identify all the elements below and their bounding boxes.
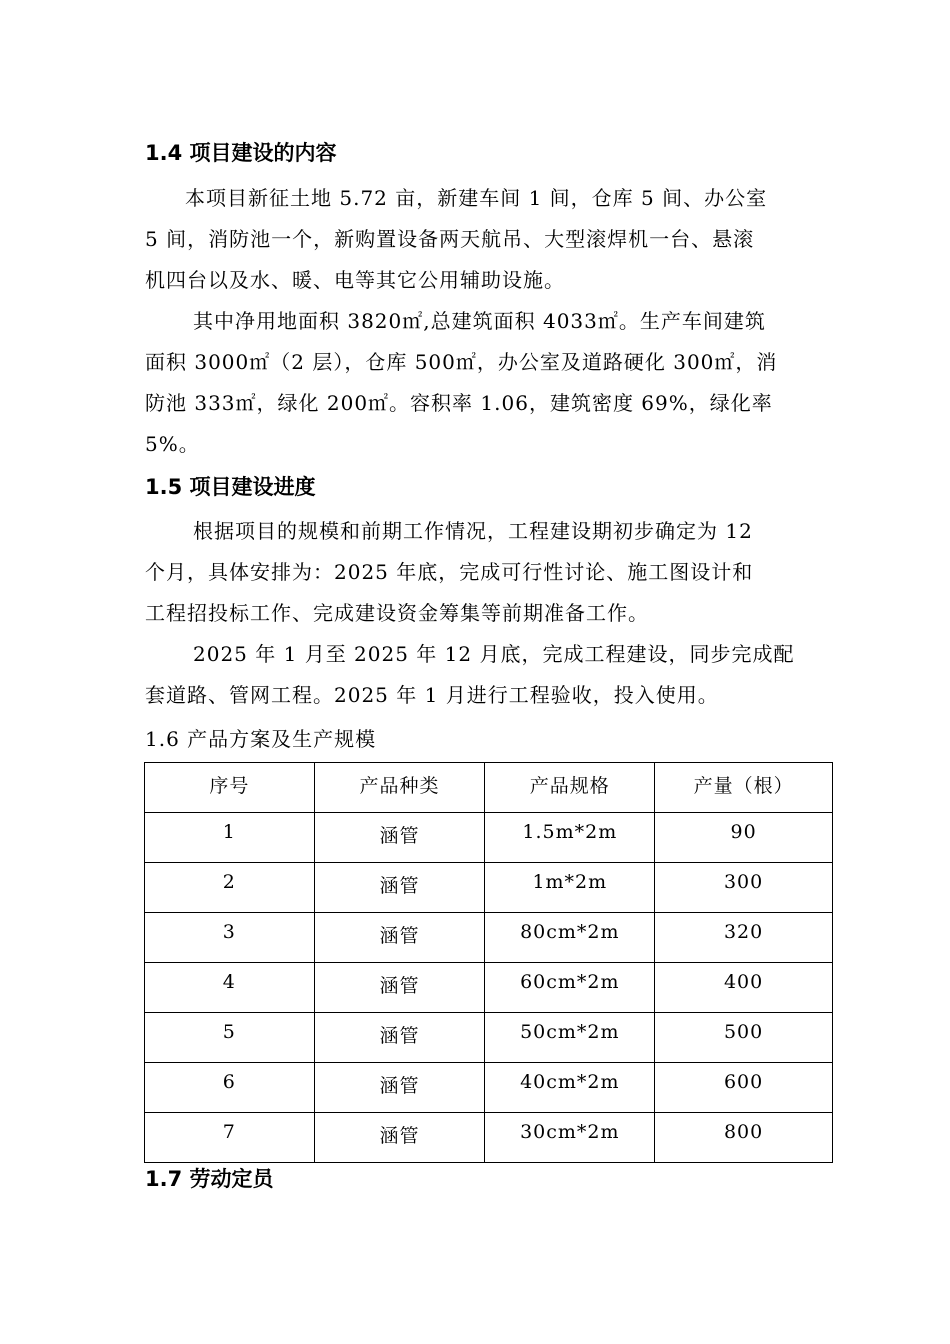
table-cell: 5 — [145, 1013, 315, 1063]
paragraph-line: 2025 年 1 月至 2025 年 12 月底，完成工程建设，同步完成配 — [193, 642, 795, 666]
paragraph-line: 其中净用地面积 3820㎡,总建筑面积 4033㎡。生产车间建筑 — [193, 309, 766, 333]
table-cell: 涵管 — [314, 813, 485, 863]
table-cell: 1 — [145, 813, 315, 863]
table-cell: 涵管 — [314, 1113, 485, 1163]
paragraph-line: 个月，具体安排为：2025 年底，完成可行性讨论、施工图设计和 — [145, 560, 754, 584]
table-row — [145, 1013, 833, 1063]
table-cell: 1m*2m — [485, 863, 655, 913]
column-header: 产品规格 — [485, 763, 655, 813]
table-cell: 1.5m*2m — [485, 813, 655, 863]
table-cell: 80cm*2m — [485, 913, 655, 963]
table-row — [145, 1063, 833, 1113]
table-caption: 1.6 产品方案及生产规模 — [145, 727, 377, 751]
paragraph-construction-content — [145, 178, 833, 301]
column-header: 序号 — [145, 763, 315, 813]
table-cell: 涵管 — [314, 1013, 485, 1063]
table-cell: 6 — [145, 1063, 315, 1113]
table-row — [145, 913, 833, 963]
paragraph-line: 防池 333㎡，绿化 200㎡。容积率 1.06，建筑密度 69%，绿化率 — [145, 391, 773, 415]
table-header-row — [145, 763, 833, 813]
paragraph-line: 5 间，消防池一个，新购置设备两天航吊、大型滚焊机一台、悬滚 — [145, 227, 755, 251]
table-cell: 40cm*2m — [485, 1063, 655, 1113]
table-cell: 800 — [655, 1113, 833, 1163]
table-cell: 30cm*2m — [485, 1113, 655, 1163]
product-table — [144, 762, 833, 1163]
table-row — [145, 813, 833, 863]
table-row — [145, 863, 833, 913]
table-cell: 4 — [145, 963, 315, 1013]
table-cell: 500 — [655, 1013, 833, 1063]
table-cell: 涵管 — [314, 1063, 485, 1113]
table-row — [145, 1113, 833, 1163]
section-heading-1-4: 1.4 项目建设的内容 — [145, 141, 337, 165]
paragraph-land-area — [145, 301, 833, 465]
table-row — [145, 963, 833, 1013]
section-heading-1-5: 1.5 项目建设进度 — [145, 475, 316, 499]
paragraph-line: 面积 3000㎡（2 层），仓库 500㎡，办公室及道路硬化 300㎡，消 — [145, 350, 778, 374]
table-cell: 320 — [655, 913, 833, 963]
column-header: 产品种类 — [314, 763, 485, 813]
paragraph-line: 根据项目的规模和前期工作情况，工程建设期初步确定为 12 — [193, 519, 753, 543]
table-cell: 60cm*2m — [485, 963, 655, 1013]
section-heading-1-7: 1.7 劳动定员 — [145, 1167, 274, 1191]
table-cell: 涵管 — [314, 863, 485, 913]
paragraph-line: 套道路、管网工程。2025 年 1 月进行工程验收，投入使用。 — [145, 683, 719, 707]
paragraph-construction-period — [145, 634, 833, 716]
paragraph-line: 机四台以及水、暖、电等其它公用辅助设施。 — [145, 268, 565, 292]
table-cell: 涵管 — [314, 963, 485, 1013]
paragraph-line: 工程招投标工作、完成建设资金筹集等前期准备工作。 — [145, 601, 649, 625]
paragraph-line: 5%。 — [145, 432, 200, 456]
table-cell: 7 — [145, 1113, 315, 1163]
table-cell: 50cm*2m — [485, 1013, 655, 1063]
table-cell: 涵管 — [314, 913, 485, 963]
column-header: 产量（根） — [655, 763, 833, 813]
paragraph-line: 本项目新征土地 5.72 亩，新建车间 1 间，仓库 5 间、办公室 — [185, 186, 768, 210]
table-cell: 300 — [655, 863, 833, 913]
paragraph-schedule — [145, 511, 833, 634]
table-cell: 600 — [655, 1063, 833, 1113]
table-cell: 400 — [655, 963, 833, 1013]
table-cell: 2 — [145, 863, 315, 913]
table-cell: 3 — [145, 913, 315, 963]
table-cell: 90 — [655, 813, 833, 863]
